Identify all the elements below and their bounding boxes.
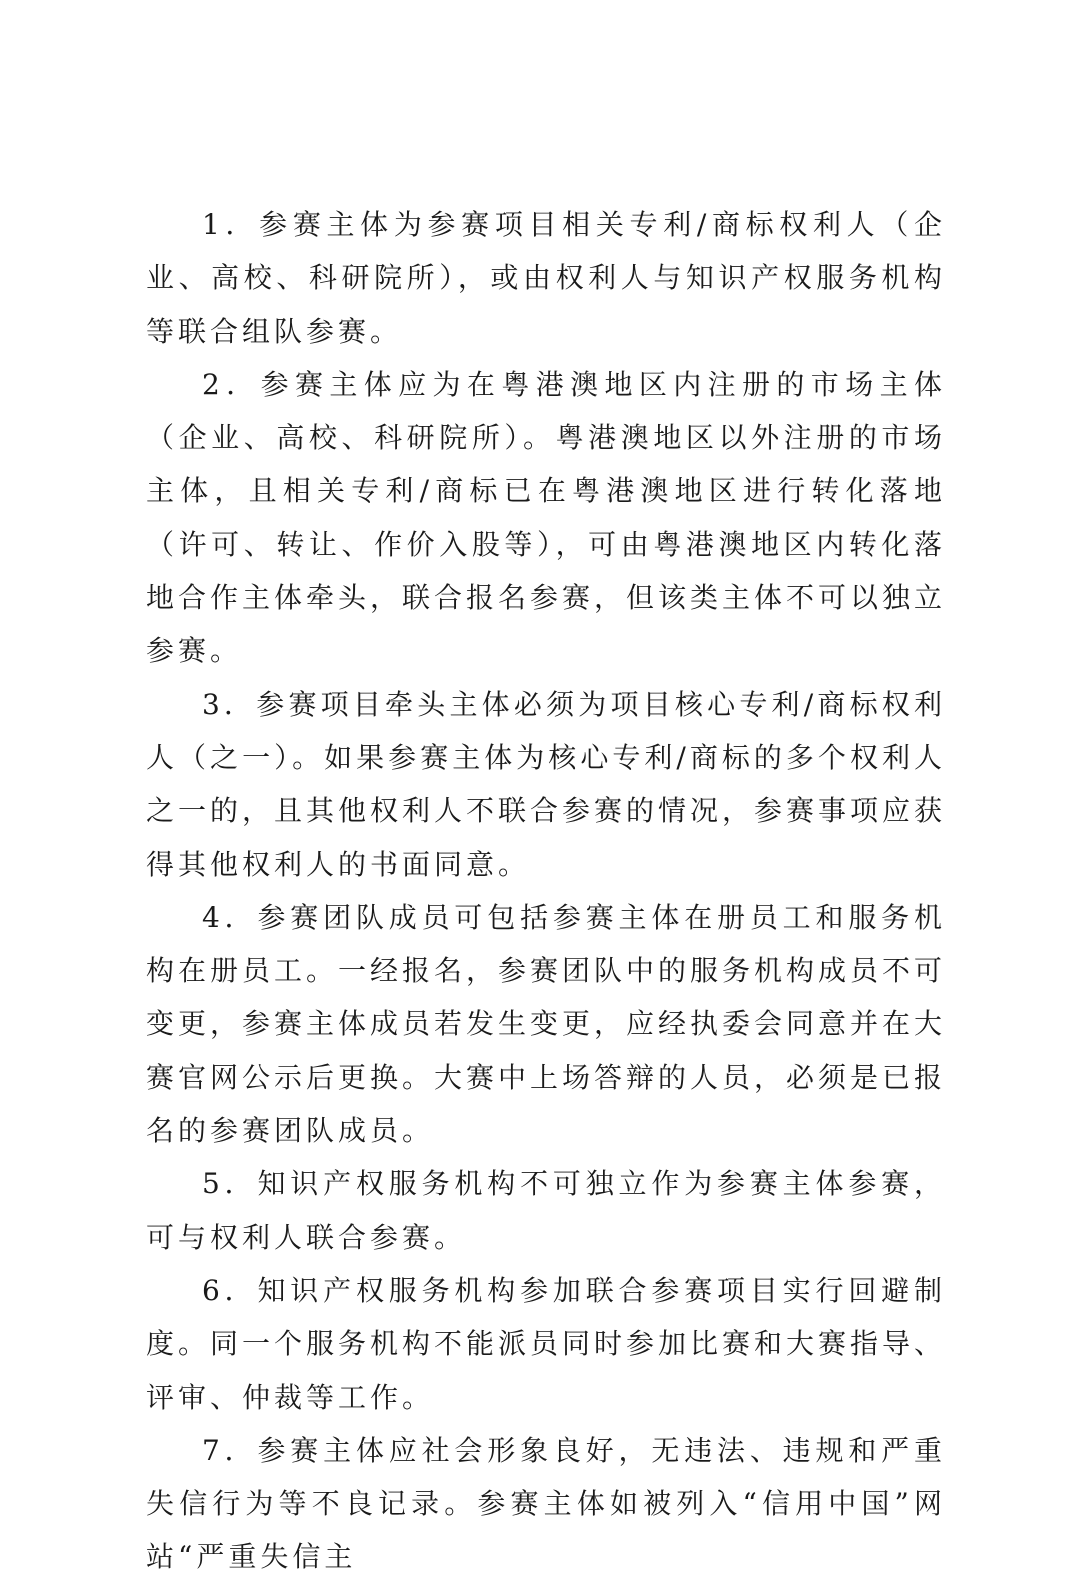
paragraph-number: 3．: [202, 687, 257, 721]
paragraph-2: [146, 358, 946, 678]
paragraph-number: 1．: [202, 208, 260, 241]
paragraph-5: [146, 1157, 946, 1264]
paragraph-text: 参赛团队成员可包括参赛主体在册员工和服务机构在册员工。一经报名，参赛团队中的服务机构成员不可变更，参赛主体成员若发生变更，应经执委会同意并在大赛官网公示后更换。大赛中上场答辩的人员，必须是已报名的参赛团队成员。: [146, 900, 947, 1148]
paragraph-4: [146, 891, 946, 1157]
paragraph-number: 5．: [202, 1167, 258, 1201]
document-body: [146, 198, 946, 1584]
paragraph-text: 参赛主体应为在粤港澳地区内注册的市场主体（企业、高校、科研院所）。粤港澳地区以外注册的市场主体，且相关专利/商标已在粤港澳地区进行转化落地（许可、转让、作价入股等），可由粤港澳地区内转化落地合作主体牵头，联合报名参赛，但该类主体不可以独立参赛。: [146, 367, 947, 668]
paragraph-number: 6．: [202, 1273, 258, 1307]
paragraph-7: [146, 1424, 946, 1584]
paragraph-6: [146, 1264, 946, 1424]
paragraph-number: 2．: [202, 367, 261, 401]
paragraph-text: 参赛主体应社会形象良好，无违法、违规和严重失信行为等不良记录。参赛主体如被列入“信用中国”网站“严重失信主: [146, 1433, 946, 1574]
paragraph-text: 知识产权服务机构参加联合参赛项目实行回避制度。同一个服务机构不能派员同时参加比赛和大赛指导、评审、仲裁等工作。: [146, 1273, 947, 1414]
paragraph-text: 知识产权服务机构不可独立作为参赛主体参赛，可与权利人联合参赛。: [146, 1167, 946, 1254]
paragraph-3: [146, 678, 946, 891]
paragraph-text: 参赛项目牵头主体必须为项目核心专利/商标权利人（之一）。如果参赛主体为核心专利/商标的多个权利人之一的，且其他权利人不联合参赛的情况，参赛事项应获得其他权利人的书面同意。: [146, 687, 947, 881]
paragraph-text: 参赛主体为参赛项目相关专利/商标权利人（企业、高校、科研院所），或由权利人与知识产权服务机构等联合组队参赛。: [146, 208, 946, 348]
paragraph-number: 7．: [202, 1433, 258, 1467]
paragraph-1: [146, 198, 946, 358]
paragraph-number: 4．: [202, 900, 258, 934]
